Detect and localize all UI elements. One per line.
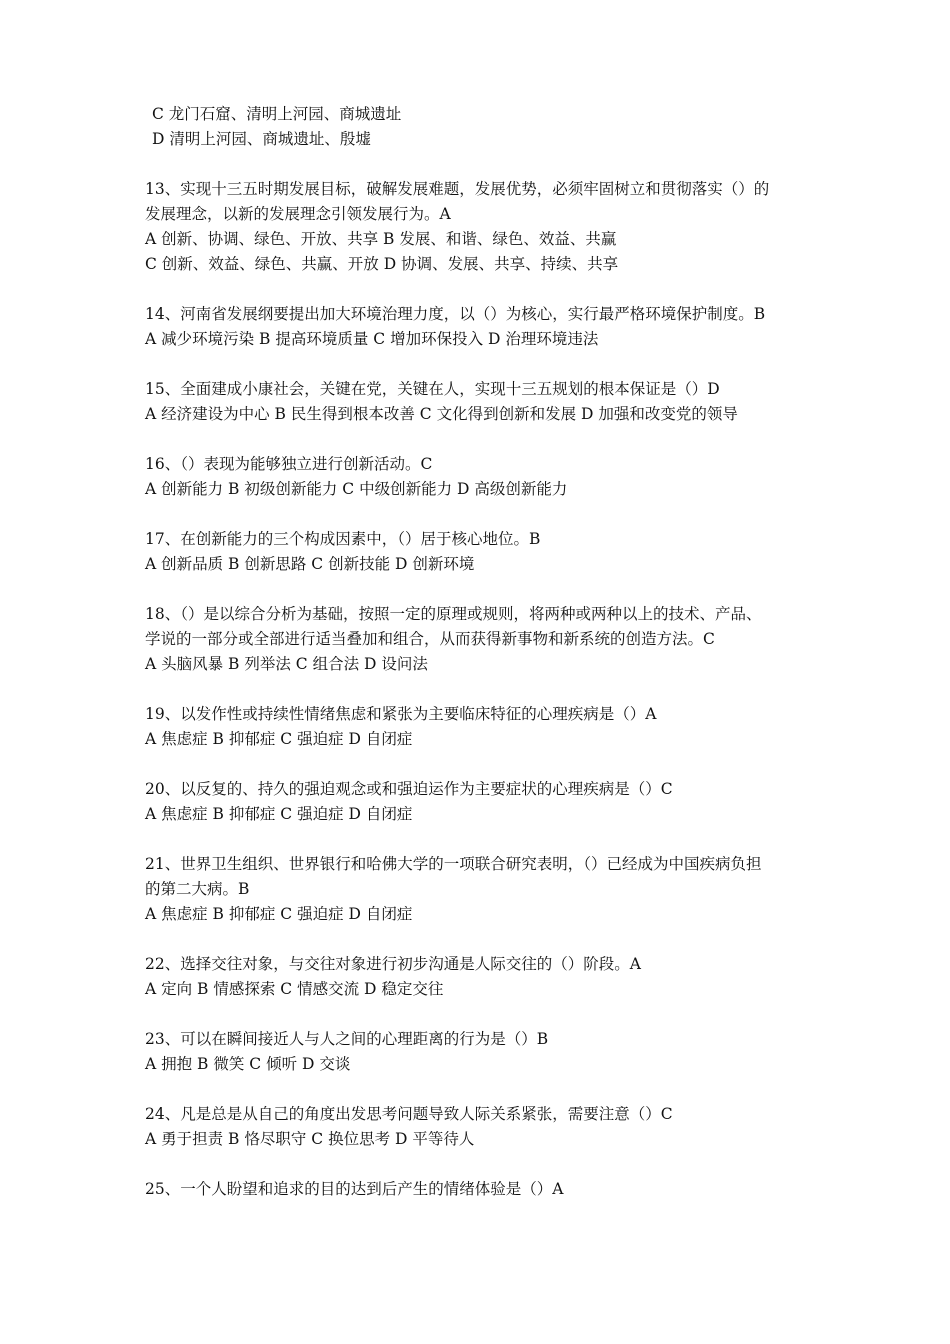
question-22 — [145, 952, 825, 1002]
question-24-options: A 勇于担责 B 恪尽职守 C 换位思考 D 平等待人 — [145, 1130, 475, 1148]
question-15-options: A 经济建设为中心 B 民生得到根本改善 C 文化得到创新和发展 D 加强和改变党的领导 — [145, 405, 738, 423]
question-23-options: A 拥抱 B 微笑 C 倾听 D 交谈 — [145, 1055, 351, 1073]
question-24-text: 24、凡是总是从自己的角度出发思考问题导致人际关系紧张，需要注意（）C — [145, 1105, 673, 1123]
question-19-text: 19、以发作性或持续性情绪焦虑和紧张为主要临床特征的心理疾病是（）A — [145, 705, 657, 723]
leading-option-c: C 龙门石窟、清明上河园、商城遗址 — [152, 105, 402, 123]
question-21-text-2: 的第二大病。B — [145, 880, 250, 898]
question-13-text-1: 13、实现十三五时期发展目标，破解发展难题，发展优势，必须牢固树立和贯彻落实（）的 — [145, 180, 770, 198]
question-14-options: A 减少环境污染 B 提高环境质量 C 增加环保投入 D 治理环境违法 — [145, 330, 599, 348]
question-21-text-1: 21、世界卫生组织、世界银行和哈佛大学的一项联合研究表明，（）已经成为中国疾病负担 — [145, 855, 762, 873]
question-13-text-2: 发展理念，以新的发展理念引领发展行为。A — [145, 205, 451, 223]
question-24 — [145, 1102, 825, 1152]
question-22-text: 22、选择交往对象，与交往对象进行初步沟通是人际交往的（）阶段。A — [145, 955, 641, 973]
question-14 — [145, 302, 825, 352]
question-15-text: 15、全面建成小康社会，关键在党，关键在人，实现十三五规划的根本保证是（）D — [145, 380, 720, 398]
question-20 — [145, 777, 825, 827]
question-17-text: 17、在创新能力的三个构成因素中，（）居于核心地位。B — [145, 530, 541, 548]
question-14-text: 14、河南省发展纲要提出加大环境治理力度，以（）为核心，实行最严格环境保护制度。B — [145, 305, 766, 323]
question-13-options-1: A 创新、协调、绿色、开放、共享 B 发展、和谐、绿色、效益、共赢 — [145, 230, 617, 248]
question-13 — [145, 177, 825, 277]
question-20-options: A 焦虑症 B 抑郁症 C 强迫症 D 自闭症 — [145, 805, 413, 823]
question-18 — [145, 602, 825, 677]
question-16-text: 16、（）表现为能够独立进行创新活动。C — [145, 455, 433, 473]
document-content — [145, 102, 825, 1202]
leading-option-d: D 清明上河园、商城遗址、殷墟 — [152, 130, 371, 148]
question-16 — [145, 452, 825, 502]
question-20-text: 20、以反复的、持久的强迫观念或和强迫运作为主要症状的心理疾病是（）C — [145, 780, 673, 798]
question-18-text-1: 18、（）是以综合分析为基础，按照一定的原理或规则，将两种或两种以上的技术、产品、 — [145, 605, 762, 623]
question-22-options: A 定向 B 情感探索 C 情感交流 D 稳定交往 — [145, 980, 444, 998]
question-19 — [145, 702, 825, 752]
question-23-text: 23、可以在瞬间接近人与人之间的心理距离的行为是（）B — [145, 1030, 549, 1048]
question-15 — [145, 377, 825, 427]
question-25 — [145, 1177, 825, 1202]
question-25-text: 25、一个人盼望和追求的目的达到后产生的情绪体验是（）A — [145, 1180, 564, 1198]
question-23 — [145, 1027, 825, 1077]
question-18-options: A 头脑风暴 B 列举法 C 组合法 D 设问法 — [145, 655, 428, 673]
question-13-options-2: C 创新、效益、绿色、共赢、开放 D 协调、发展、共享、持续、共享 — [145, 255, 619, 273]
question-18-text-2: 学说的一部分或全部进行适当叠加和组合，从而获得新事物和新系统的创造方法。C — [145, 630, 715, 648]
question-21 — [145, 852, 825, 927]
question-17-options: A 创新品质 B 创新思路 C 创新技能 D 创新环境 — [145, 555, 475, 573]
question-19-options: A 焦虑症 B 抑郁症 C 强迫症 D 自闭症 — [145, 730, 413, 748]
question-16-options: A 创新能力 B 初级创新能力 C 中级创新能力 D 高级创新能力 — [145, 480, 568, 498]
question-17 — [145, 527, 825, 577]
question-21-options: A 焦虑症 B 抑郁症 C 强迫症 D 自闭症 — [145, 905, 413, 923]
